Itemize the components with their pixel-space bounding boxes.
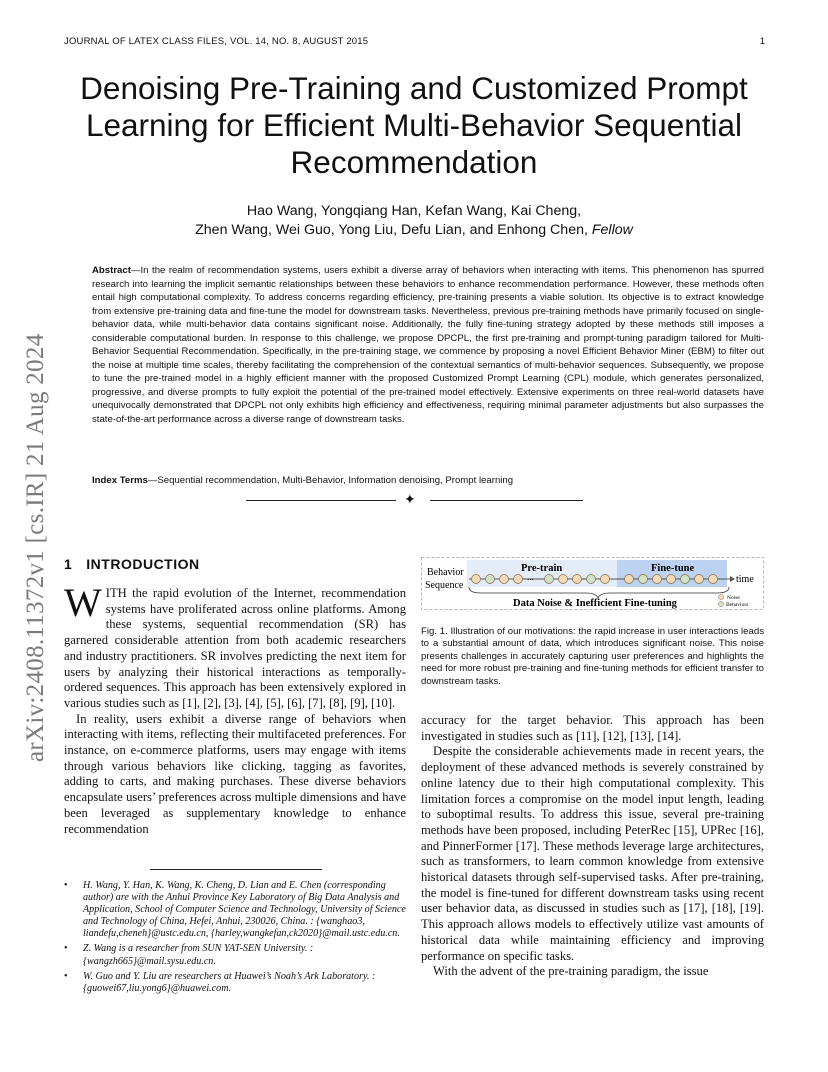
fellow-label: Fellow <box>591 221 633 238</box>
behavior-node <box>667 575 676 584</box>
section-number: 1 <box>64 556 73 572</box>
behavior-node <box>601 575 610 584</box>
right-paragraph-3: With the advent of the pre-training paradigm, the issue <box>433 964 709 979</box>
index-terms-label: Index Terms <box>92 475 148 486</box>
intro-p1-text: the rapid evolution of the Internet, recommendation systems have proliferated across online platforms. Among these systems, sequential recommendation (SR) has garnered considerable attention from both academic researchers and industry practitioners. SR involves predicting the next item for users by analyzing their historical interactions as temporally-ordered sequences. This approach has been extensively explored in various studies such as [1], [2], [3], [4], [5], [6], [7], [8], [9], [10]. <box>64 586 406 710</box>
intro-paragraph-1 <box>64 580 406 712</box>
behavior-node <box>514 575 523 584</box>
abstract-label: Abstract <box>92 265 131 276</box>
legend-behaviors-label: Behaviors <box>726 602 749 608</box>
footnote-rule <box>150 869 322 870</box>
page-number: 1 <box>759 36 765 47</box>
running-header: JOURNAL OF LATEX CLASS FILES, VOL. 14, NO. 8, AUGUST 2015 <box>64 36 369 47</box>
noise-node <box>639 575 648 584</box>
footnote-item <box>64 880 406 940</box>
figure-1-diagram <box>421 557 764 610</box>
noise-node <box>545 575 554 584</box>
separator-rule-right <box>430 500 583 501</box>
abstract-text: —In the realm of recommendation systems, users exhibit a diverse array of behaviors when interacting with items. This phenomenon has spurred research into learning the implicit semantic relationships between these behaviors to enhance recommendation performance. However, these methods often entail high computational complexity. To address concerns regarding efficiency, pre-training presents a viable solution. Its objective is to extract knowledge from extensive pre-training data and fine-tune the model for downstream tasks. Nevertheless, previous pre-training methods have primarily focused on single-behavior data, while multi-behavior data contains significant noise. Additionally, the fully fine-tuning strategy adopted by these methods still imposes a considerable computational burden. In response to this challenge, we propose DPCPL, the first pre-training and prompt-tuning paradigm tailored for Multi-Behavior Sequential Recommendation. Specifically, in the pre-training stage, we commence by proposing a novel Efficient Behavior Miner (EBM) to filter out the noise at multiple time scales, thereby facilitating the comprehension of the contextual semantics of multi-behavior sequences. Subsequently, we propose to tune the pre-trained model in a highly efficient manner with the proposed Customized Prompt Learning (CPL) module, which generates personalized, progressive, and diverse prompts to fully exploit the potential of the pre-trained model effectively. Extensive experiments on three real-world datasets have unequivocally demonstrated that DPCPL not only exhibits high efficiency and effectiveness, requiring minimal parameter adjustments but also surpasses the state-of-the-art performance across a diverse range of downstream tasks. <box>92 265 764 426</box>
intro-smallcaps: ITH <box>105 586 127 600</box>
footnote-text: H. Wang, Y. Han, K. Wang, K. Cheng, D. Lian and E. Chen (corresponding author) are with the Anhui Province Key Laboratory of Big Data Analysis and Application, School of Computer Science and Technology, University of Science and Technology of China, Hefei, Anhui, 230026, China. : {wanghao3, liandefu,cheneh}@ustc.edu.cn, {harley,wangkefan,ck2020}@mail.ustc.edu.cn. <box>83 880 406 940</box>
sequence-label: Sequence <box>425 580 464 591</box>
author-line-2-text: Zhen Wang, Wei Guo, Yong Liu, Defu Lian, and Enhong Chen, <box>195 221 588 238</box>
behavior-node <box>625 575 634 584</box>
behavior-label: Behavior <box>427 567 464 578</box>
footnote-text: W. Guo and Y. Liu are researchers at Huawei’s Noah’s Ark Laboratory. : {guowei67,liu.yong6}@huawei.com. <box>83 970 376 994</box>
separator-ornament: ✦ <box>404 492 416 508</box>
footnote-item <box>64 943 406 967</box>
arxiv-stamp-text: arXiv:2408.11372v1 [cs.IR] 21 Aug 2024 <box>22 333 49 762</box>
bullet-icon: • <box>64 943 68 955</box>
right-paragraph-1: accuracy for the target behavior. This approach has been investigated in studies such as [11], [12], [13], [14]. <box>421 713 764 743</box>
pretrain-label: Pre-train <box>521 563 563 574</box>
separator-rule-left <box>246 500 396 501</box>
behavior-node <box>709 575 718 584</box>
legend-noise-label: Noise <box>727 595 740 601</box>
sequence-ellipsis: ... <box>527 572 534 582</box>
footnote-text: Z. Wang is a researcher from SUN YAT-SEN University. : {wangzh665}@mail.sysu.edu.cn. <box>83 943 314 967</box>
right-column <box>421 713 764 980</box>
author-line-1: Hao Wang, Yongqiang Han, Kefan Wang, Kai Cheng, <box>246 203 582 219</box>
intro-paragraph-2: In reality, users exhibit a diverse range of behaviors when interacting with items, reflecting their multifaceted preferences. For instance, on e-commerce platforms, users may engage with items through various behaviors like clicking, tagging as favorites, adding to carts, and making purchases. These diverse behaviors encapsulate users’ preferences across multiple dimensions and have been leveraged as supplementary knowledge to enhance recommendation <box>64 711 406 836</box>
noise-node <box>486 575 495 584</box>
index-terms-text: —Sequential recommendation, Multi-Behavior, Information denoising, Prompt learning <box>147 475 514 486</box>
behavior-node <box>472 575 481 584</box>
figure-bottom-label: Data Noise & Inefficient Fine-tuning <box>513 598 677 609</box>
bullet-icon: • <box>64 970 68 982</box>
behavior-node <box>695 575 704 584</box>
behavior-node <box>559 575 568 584</box>
left-column <box>64 580 406 837</box>
bullet-icon: • <box>64 880 68 891</box>
arxiv-stamp <box>22 292 52 762</box>
author-list <box>80 202 748 239</box>
noise-node <box>587 575 596 584</box>
legend-noise-swatch <box>719 595 724 600</box>
dropcap: W <box>64 580 102 625</box>
noise-node <box>681 575 690 584</box>
behavior-node <box>500 575 509 584</box>
figure-caption: Fig. 1. Illustration of our motivations: the rapid increase in user interactions leads to a substantial amount of data, which introduces significant noise. This noise presents challenges in accurately capturing user preferences and highlights the need for more robust pre-training and fine-tuning methods for efficient transfer to downstream tasks. <box>421 626 764 687</box>
abstract <box>92 264 764 427</box>
behavior-node <box>653 575 662 584</box>
legend-behavior-swatch <box>719 602 724 607</box>
section-heading <box>64 556 200 572</box>
author-line-2 <box>80 221 748 240</box>
index-terms <box>92 474 764 487</box>
footnote-item <box>64 971 406 995</box>
section-title: INTRODUCTION <box>86 556 200 572</box>
time-label: time <box>736 574 754 585</box>
finetune-label: Fine-tune <box>651 563 695 574</box>
behavior-node <box>573 575 582 584</box>
right-paragraph-2: Despite the considerable achievements made in recent years, the deployment of these advanced methods is severely constrained by online latency due to their high computational complexity. This limitation forces a compromise on the model input length, leading to suboptimal results. To address this issue, several pre-training methods have been proposed, including PeterRec [15], UPRec [16], and PinnerFormer [17]. These methods leverage large architectures, such as transformers, to learn common knowledge from extensive historical datasets through self-supervised tasks. After pre-training, the model is fine-tuned for different downstream tasks using recent user behavior data, as discussed in studies such as [17], [18], [19]. This approach allows models to effectively utilize vast amounts of historical data while maintaining efficiency and improving performance on specific tasks. <box>421 744 764 963</box>
footnotes <box>64 880 406 998</box>
paper-title: Denoising Pre-Training and Customized Prompt Learning for Efficient Multi-Behavior Sequential Recommendation <box>80 70 748 180</box>
